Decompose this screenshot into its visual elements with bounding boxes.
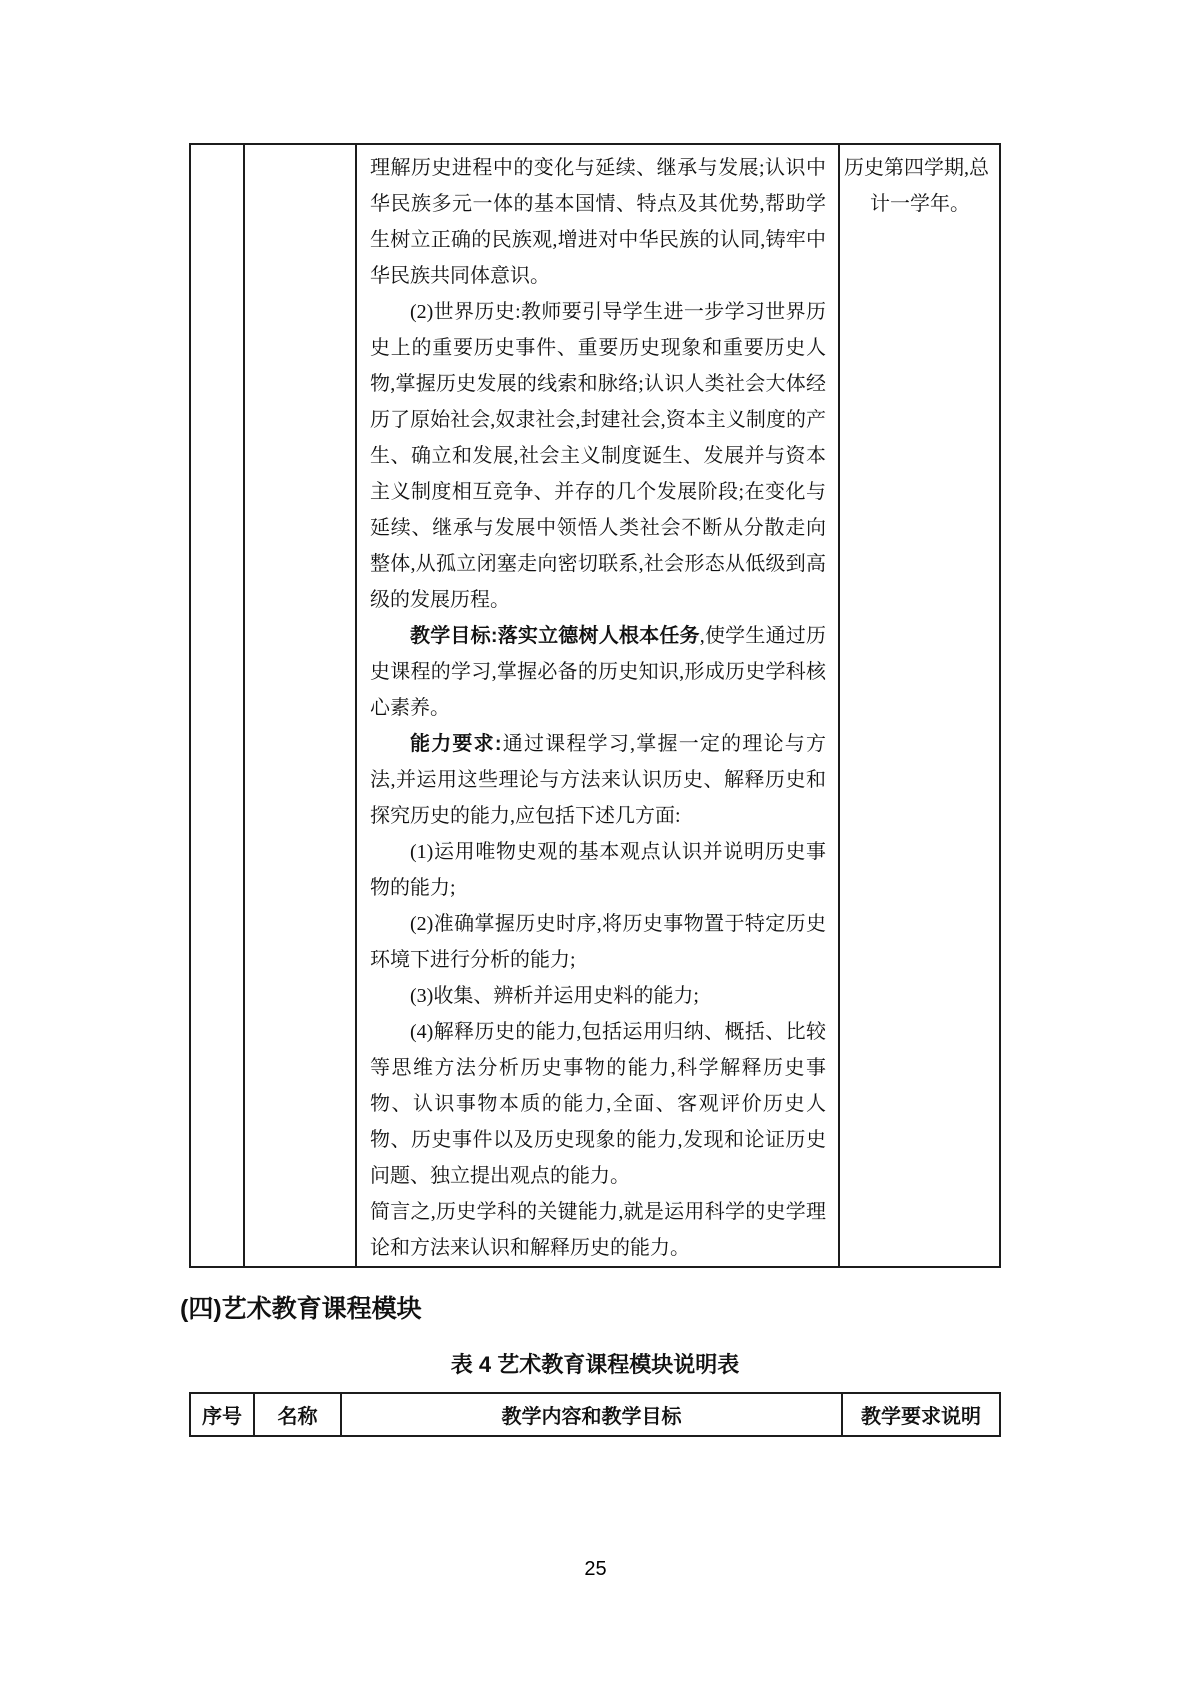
header-name: 名称 [255,1394,342,1435]
paragraph-ability-item-3: (3)收集、辨析并运用史料的能力; [410,985,699,1007]
header-serial-number: 序号 [191,1394,255,1435]
requirement-line-1: 历史第四学期,总 [844,157,989,179]
table-cell-serial-empty [191,145,245,1266]
paragraph-summary: 简言之,历史学科的关键能力,就是运用科学的史学理论和方法来认识和解释历史的能力。 [370,1201,826,1259]
paragraph-china-history-continued: 理解历史进程中的变化与延续、继承与发展;认识中华民族多元一体的基本国情、特点及其优势,帮助学生树立正确的民族观,增进对中华民族的认同,铸牢中华民族共同体意识。 [370,157,826,287]
ability-requirement-text: 通过课程学习,掌握一定的理论与方法,并运用这些理论与方法来认识历史、解释历史和探究历史的能力,应包括下述几方面: [370,733,826,827]
table-cell-name-empty [245,145,357,1266]
teaching-goal-label: 教学目标:落实立德树人根本任务 [410,625,700,647]
history-module-table [189,143,1001,1268]
table-4-caption: 表 4 艺术教育课程模块说明表 [450,1352,740,1377]
page-number: 25 [584,1558,607,1580]
ability-requirement-label: 能力要求: [410,733,502,755]
header-teaching-requirement: 教学要求说明 [861,1406,981,1428]
teaching-goal-text: ,使学生通过历史课程的学习,掌握必备的历史知识,形成历史学科核心素养。 [370,625,827,719]
art-module-table-header [189,1392,1001,1437]
paragraph-ability-item-1: (1)运用唯物史观的基本观点认识并说明历史事物的能力; [370,841,826,899]
paragraph-world-history: (2)世界历史:教师要引导学生进一步学习世界历史上的重要历史事件、重要历史现象和重要历史人物,掌握历史发展的线索和脉络;认识人类社会大体经历了原始社会,奴隶社会,封建社会,资本主义制度的产生、确立和发展,社会主义制度诞生、发展并与资本主义制度相互竞争、并存的几个发展阶段;在变化与延续、继承与发展中领悟人类社会不断从分散走向整体,从孤立闭塞走向密切联系,社会形态从低级到高级的发展历程。 [370,301,826,611]
paragraph-ability-requirement [370,726,826,834]
table-cell-teaching-content [357,145,840,1266]
paragraph-ability-item-4: (4)解释历史的能力,包括运用归纳、概括、比较等思维方法分析历史事物的能力,科学解释历史事物、认识事物本质的能力,全面、客观评价历史人物、历史事件以及历史现象的能力,发现和论证历史问题、独立提出观点的能力。 [370,1021,826,1187]
header-teaching-content-and-goal: 教学内容和教学目标 [342,1394,843,1435]
paragraph-teaching-goal [370,618,826,726]
paragraph-ability-item-2: (2)准确掌握历史时序,将历史事物置于特定历史环境下进行分析的能力; [370,913,826,971]
section-heading-art-module: (四)艺术教育课程模块 [180,1295,422,1323]
table-cell-teaching-requirement [840,145,999,1266]
requirement-line-2: 计一学年。 [870,193,970,215]
